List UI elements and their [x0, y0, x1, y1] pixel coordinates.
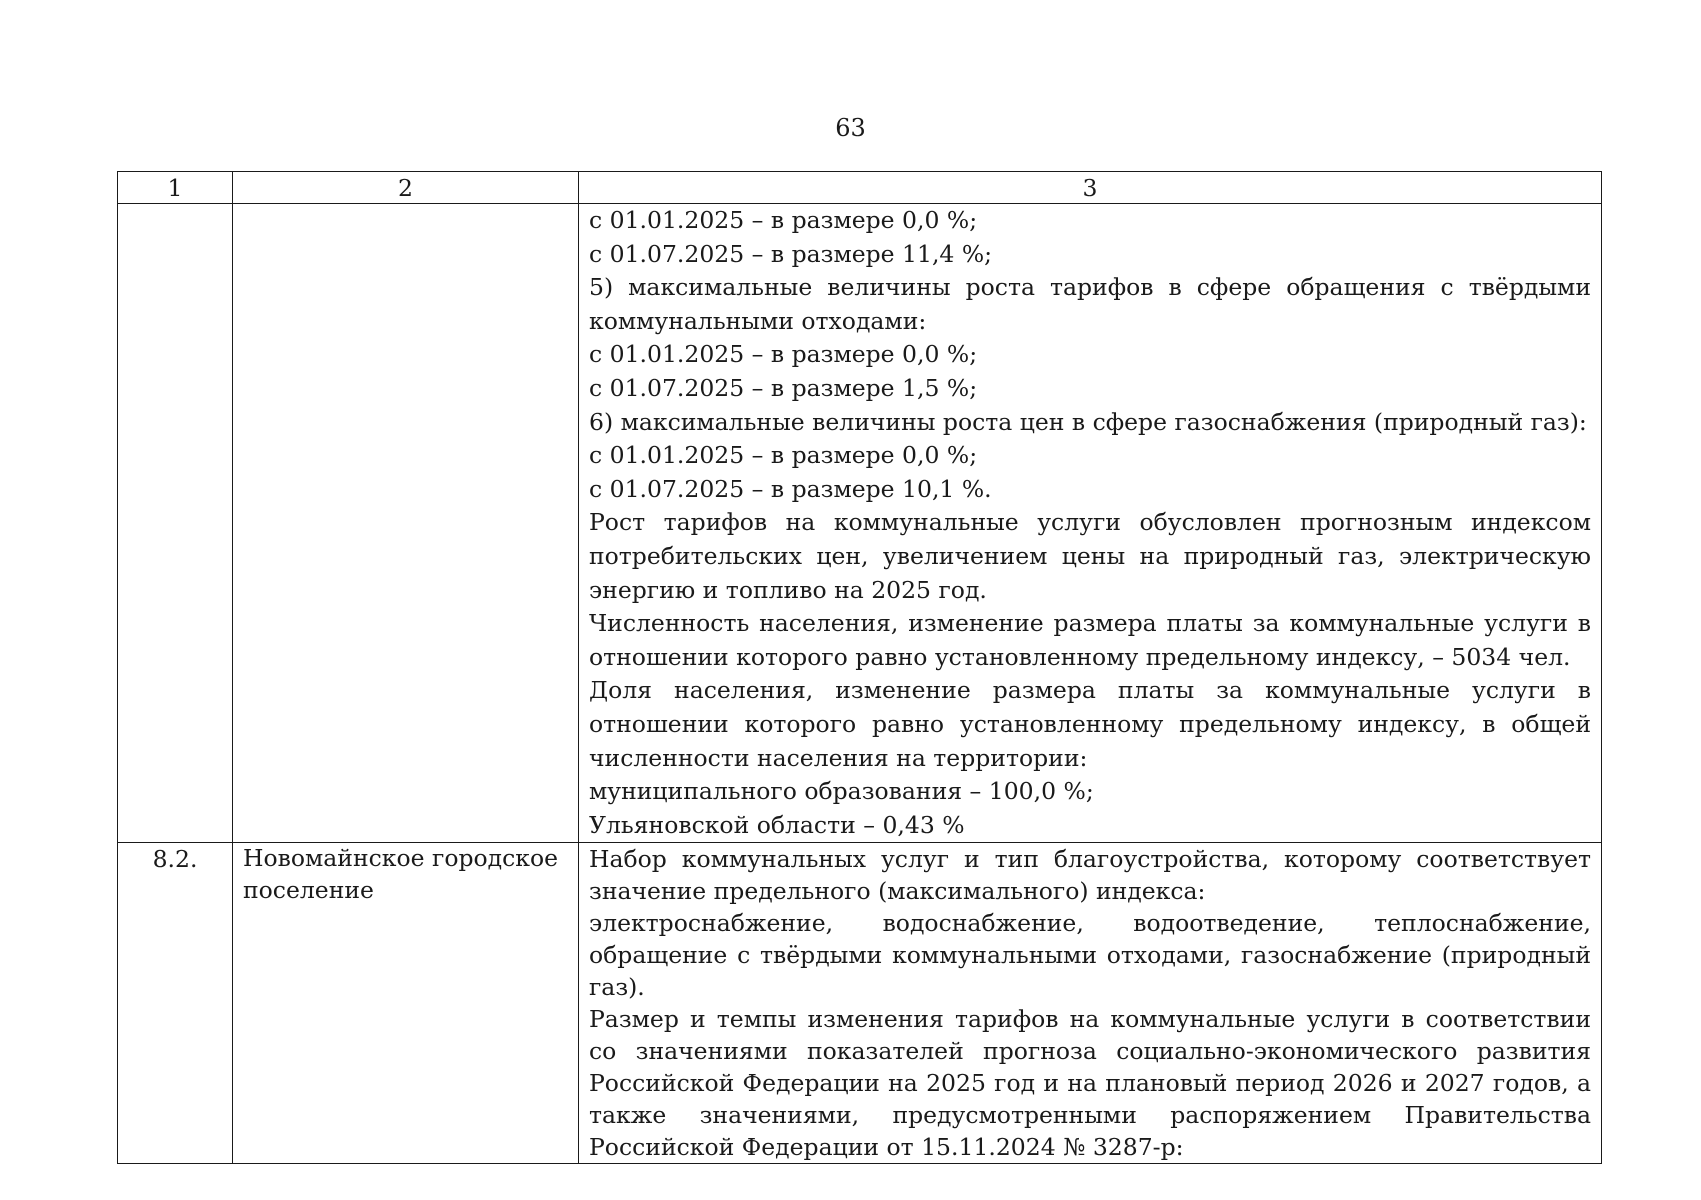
content-paragraph: муниципального образования – 100,0 %;: [589, 777, 1094, 806]
row-number: 8.2.: [118, 843, 233, 1164]
row-name: [233, 204, 579, 843]
content-paragraph: с 01.07.2025 – в размере 1,5 %;: [589, 373, 978, 402]
content-paragraph: с 01.01.2025 – в размере 0,0 %;: [589, 340, 978, 369]
content-paragraph: 5) максимальные величины роста тарифов в сфере обращения с твёрдыми коммунальными отходами:: [589, 273, 1591, 335]
content-paragraph: 6) максимальные величины роста цен в сфере газоснабжения (природный газ):: [589, 407, 1587, 436]
header-col-3: 3: [579, 172, 1602, 204]
content-paragraph: с 01.07.2025 – в размере 11,4 %;: [589, 239, 993, 268]
content-paragraph: с 01.01.2025 – в размере 0,0 %;: [589, 441, 978, 470]
content-paragraph: Размер и темпы изменения тарифов на коммунальные услуги в соответствии со значениями показателей прогноза социально-экономического развития Российской Федерации на 2025 год и на плановый период 2026 и 2027 годов, а также значениями, предусмотренными распоряжением Правительства Российской Федерации от 15.11.2024 № 3287-р:: [589, 1005, 1591, 1162]
row-name: Новомайнское городское поселение: [233, 843, 579, 1164]
content-paragraph: Доля населения, изменение размера платы за коммунальные услуги в отношении которого равно установленному предельному индексу, в общей численности населения на территории:: [589, 676, 1591, 772]
row-content: [579, 843, 1602, 1164]
header-col-2: 2: [233, 172, 579, 204]
table-row: [118, 204, 1602, 843]
table-header: [118, 172, 1602, 204]
row-number: [118, 204, 233, 843]
content-paragraph: Численность населения, изменение размера платы за коммунальные услуги в отношении которого равно установленному предельному индексу, – 5034 чел.: [589, 609, 1591, 671]
content-paragraph: с 01.07.2025 – в размере 10,1 %.: [589, 474, 992, 503]
content-paragraph: Рост тарифов на коммунальные услуги обусловлен прогнозным индексом потребительских цен, увеличением цены на природный газ, электрическую энергию и топливо на 2025 год.: [589, 508, 1591, 604]
header-col-1: 1: [118, 172, 233, 204]
header-row: [118, 172, 1602, 204]
content-paragraph: Ульяновской области – 0,43 %: [589, 810, 965, 839]
row-content: [579, 204, 1602, 843]
page-number: 63: [835, 114, 866, 142]
content-paragraph: с 01.01.2025 – в размере 0,0 %;: [589, 206, 978, 234]
content-paragraph: Набор коммунальных услуг и тип благоустройства, которому соответствует значение предельного (максимального) индекса:: [589, 845, 1591, 906]
tariff-table: [117, 171, 1602, 1164]
table-row: [118, 843, 1602, 1164]
content-paragraph: электроснабжение, водоснабжение, водоотведение, теплоснабжение, обращение с твёрдыми коммунальными отходами, газоснабжение (природный газ).: [589, 909, 1591, 1002]
